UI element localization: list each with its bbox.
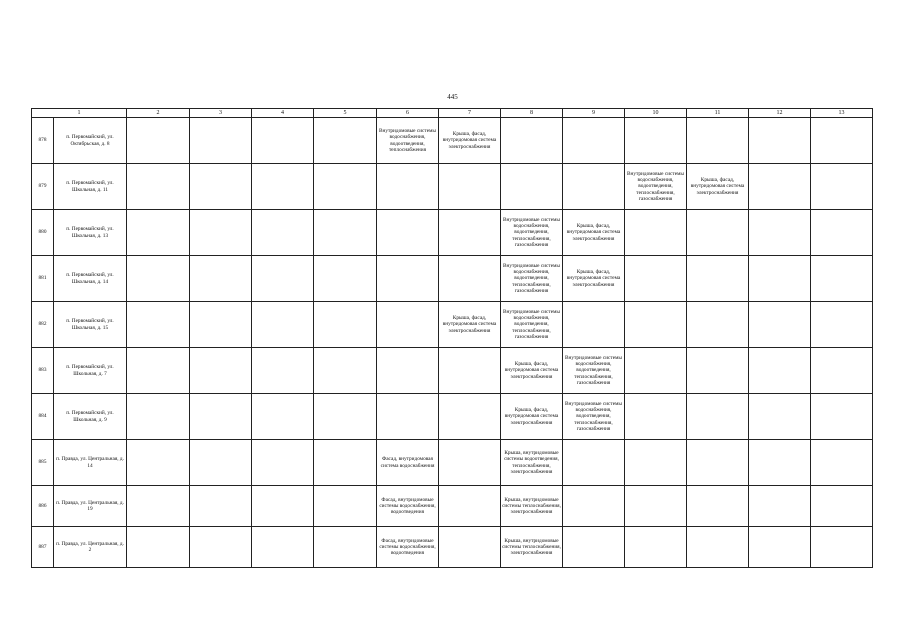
work-cell-col7: [439, 440, 501, 486]
work-cell-col8: [501, 118, 563, 164]
row-number-cell-text: 880: [38, 229, 47, 236]
table-row: [32, 527, 873, 568]
address-cell-text: п. Правда, ул. Центральная, д. 19: [56, 499, 124, 512]
work-cell-col10: [625, 486, 687, 527]
work-cell-col8-text: Внутридомовые системы водоснабжения, водоотведения, теплоснабжения, газоснабжения: [503, 262, 560, 294]
work-cell-col10-text: Внутридомовые системы водоснабжения, водоотведения, теплоснабжения, газоснабжения: [627, 170, 684, 202]
empty-cell-col4: [252, 302, 314, 348]
work-cell-col7: [439, 348, 501, 394]
address-cell-text: п. Первомайский, ул. Школьная, д. 14: [66, 272, 114, 285]
work-cell-col6-text: Фасад, внутридомовые системы водоснабжения, водоотведения: [379, 496, 436, 516]
row-number-cell-text: 885: [38, 459, 47, 466]
address-cell-text: п. Первомайский, ул. Школьная, д. 7: [66, 364, 114, 377]
work-cell-col9: [563, 164, 625, 210]
empty-cell-col5: [314, 440, 377, 486]
column-header: 13: [811, 109, 873, 118]
empty-cell-col4: [252, 348, 314, 394]
work-cell-col10: [625, 394, 687, 440]
empty-cell-col4: [252, 210, 314, 256]
column-header: 11: [687, 109, 749, 118]
column-header: 12: [749, 109, 811, 118]
work-cell-col10: [625, 440, 687, 486]
empty-cell-col4: [252, 486, 314, 527]
work-cell-col8: [501, 210, 563, 256]
empty-cell-col13: [811, 348, 873, 394]
work-cell-col7: [439, 164, 501, 210]
address-cell-text: п. Первомайский, ул. Школьная, д. 11: [66, 180, 114, 193]
empty-cell-col2: [127, 486, 190, 527]
address-cell: [54, 348, 127, 394]
work-cell-col11: [687, 164, 749, 210]
empty-cell-col12: [749, 527, 811, 568]
work-cell-col10: [625, 527, 687, 568]
row-number-cell-text: 879: [38, 183, 47, 190]
empty-cell-col3: [190, 256, 252, 302]
work-cell-col6: [377, 440, 439, 486]
work-cell-col9: [563, 348, 625, 394]
empty-cell-col4: [252, 118, 314, 164]
column-header: 5: [314, 109, 377, 118]
row-number-cell-text: 878: [38, 137, 47, 144]
empty-cell-col13: [811, 118, 873, 164]
empty-cell-col13: [811, 440, 873, 486]
work-cell-col7: [439, 302, 501, 348]
table-row: [32, 256, 873, 302]
work-cell-col11: [687, 348, 749, 394]
column-header: 8: [501, 109, 563, 118]
work-cell-col7: [439, 394, 501, 440]
work-cell-col8-text: Крыша, внутридомовые системы водоотведения, теплоснабжения, электроснабжения: [504, 450, 559, 475]
work-cell-col7-text: Крыша, фасад, внутридомовая система электроснабжения: [442, 315, 497, 334]
work-cell-col9-text: Внутридомовые системы водоснабжения, водоотведения, теплоснабжения, газоснабжения: [565, 354, 622, 386]
empty-cell-col3: [190, 164, 252, 210]
row-number-cell-text: 881: [38, 275, 47, 282]
column-header: 3: [190, 109, 252, 118]
work-cell-col11: [687, 527, 749, 568]
empty-cell-col12: [749, 118, 811, 164]
empty-cell-col4: [252, 394, 314, 440]
work-cell-col8-text: Внутридомовые системы водоснабжения, водоотведения, теплоснабжения, газоснабжения: [503, 308, 560, 340]
work-cell-col6: [377, 210, 439, 256]
address-cell: [54, 256, 127, 302]
empty-cell-col5: [314, 486, 377, 527]
work-cell-col6: [377, 302, 439, 348]
table-row: [32, 118, 873, 164]
table-row: [32, 486, 873, 527]
work-cell-col8: [501, 440, 563, 486]
work-cell-col6-text: Внутридомовые системы водоснабжения, водоотведения, теплоснабжения: [379, 128, 436, 153]
empty-cell-col13: [811, 256, 873, 302]
address-cell-text: п. Первомайский, ул. Школьная, д. 13: [66, 226, 114, 239]
column-header: 10: [625, 109, 687, 118]
empty-cell-col12: [749, 348, 811, 394]
work-cell-col8: [501, 164, 563, 210]
address-cell: [54, 440, 127, 486]
empty-cell-col4: [252, 527, 314, 568]
empty-cell-col4: [252, 256, 314, 302]
address-cell: [54, 527, 127, 568]
empty-cell-col3: [190, 348, 252, 394]
header-row: [32, 109, 873, 118]
row-number-cell: [32, 348, 54, 394]
work-cell-col8-text: Крыша, фасад, внутридомовая система электроснабжения: [504, 407, 559, 426]
work-cell-col6: [377, 256, 439, 302]
work-cell-col11: [687, 440, 749, 486]
work-cell-col7: [439, 210, 501, 256]
empty-cell-col5: [314, 256, 377, 302]
empty-cell-col5: [314, 527, 377, 568]
work-cell-col8-text: Внутридомовые системы водоснабжения, водоотведения, теплоснабжения, газоснабжения: [503, 216, 560, 248]
empty-cell-col12: [749, 394, 811, 440]
work-cell-col8: [501, 527, 563, 568]
empty-cell-col5: [314, 348, 377, 394]
address-cell-text: п. Первомайский, ул. Школьная, д. 15: [66, 318, 114, 331]
empty-cell-col13: [811, 486, 873, 527]
work-cell-col10: [625, 118, 687, 164]
empty-cell-col12: [749, 210, 811, 256]
table-row: [32, 348, 873, 394]
empty-cell-col2: [127, 302, 190, 348]
work-cell-col6: [377, 394, 439, 440]
empty-cell-col13: [811, 164, 873, 210]
row-number-cell-text: 887: [38, 543, 47, 550]
address-cell: [54, 302, 127, 348]
work-cell-col9-text: Внутридомовые системы водоснабжения, водоотведения, теплоснабжения, газоснабжения: [565, 400, 622, 432]
row-number-cell: [32, 210, 54, 256]
row-number-cell: [32, 394, 54, 440]
empty-cell-col12: [749, 440, 811, 486]
empty-cell-col3: [190, 118, 252, 164]
empty-cell-col13: [811, 527, 873, 568]
empty-cell-col12: [749, 256, 811, 302]
row-number-cell: [32, 440, 54, 486]
work-cell-col6: [377, 486, 439, 527]
work-cell-col11: [687, 118, 749, 164]
address-cell: [54, 486, 127, 527]
table-row: [32, 394, 873, 440]
empty-cell-col3: [190, 486, 252, 527]
empty-cell-col4: [252, 164, 314, 210]
row-number-cell: [32, 164, 54, 210]
empty-cell-col2: [127, 210, 190, 256]
address-cell-text: п. Первомайский, ул. Октябрьская, д. 8: [66, 134, 114, 147]
page-number: 445: [447, 93, 458, 101]
work-cell-col11: [687, 394, 749, 440]
empty-cell-col5: [314, 210, 377, 256]
empty-cell-col5: [314, 394, 377, 440]
empty-cell-col3: [190, 440, 252, 486]
work-cell-col11: [687, 210, 749, 256]
empty-cell-col3: [190, 210, 252, 256]
work-cell-col11-text: Крыша, фасад, внутридомовая система электроснабжения: [690, 177, 745, 196]
empty-cell-col13: [811, 210, 873, 256]
address-cell: [54, 210, 127, 256]
address-cell-text: п. Правда, ул. Центральная, д. 14: [56, 456, 124, 469]
row-number-cell-text: 883: [38, 367, 47, 374]
work-cell-col8: [501, 486, 563, 527]
empty-cell-col2: [127, 527, 190, 568]
work-cell-col10: [625, 348, 687, 394]
row-number-cell-text: 886: [38, 502, 47, 509]
work-cell-col9: [563, 394, 625, 440]
work-cell-col10: [625, 256, 687, 302]
empty-cell-col2: [127, 394, 190, 440]
empty-cell-col13: [811, 394, 873, 440]
work-cell-col9: [563, 302, 625, 348]
empty-cell-col4: [252, 440, 314, 486]
column-header: 2: [127, 109, 190, 118]
work-cell-col7-text: Крыша, фасад, внутридомовая система электроснабжения: [442, 131, 497, 150]
work-cell-col11: [687, 486, 749, 527]
empty-cell-col5: [314, 302, 377, 348]
empty-cell-col13: [811, 302, 873, 348]
table-row: [32, 440, 873, 486]
work-cell-col8: [501, 256, 563, 302]
address-cell-text: п. Первомайский, ул. Школьная, д. 9: [66, 410, 114, 423]
table-row: [32, 210, 873, 256]
empty-cell-col12: [749, 486, 811, 527]
work-cell-col9-text: Крыша, фасад, внутридомовая система электроснабжения: [566, 223, 621, 242]
address-cell: [54, 118, 127, 164]
empty-cell-col12: [749, 164, 811, 210]
work-cell-col7: [439, 118, 501, 164]
work-cell-col6: [377, 118, 439, 164]
empty-cell-col3: [190, 302, 252, 348]
work-cell-col10: [625, 210, 687, 256]
work-cell-col7: [439, 256, 501, 302]
row-number-cell-text: 884: [38, 413, 47, 420]
table-row: [32, 164, 873, 210]
empty-cell-col2: [127, 440, 190, 486]
row-number-cell: [32, 527, 54, 568]
work-cell-col6: [377, 164, 439, 210]
work-cell-col8-text: Крыша, фасад, внутридомовая система электроснабжения: [504, 361, 559, 380]
work-cell-col9: [563, 440, 625, 486]
row-number-cell: [32, 302, 54, 348]
column-header: 7: [439, 109, 501, 118]
empty-cell-col2: [127, 164, 190, 210]
work-cell-col6: [377, 348, 439, 394]
work-cell-col10: [625, 164, 687, 210]
address-cell: [54, 394, 127, 440]
row-number-cell: [32, 118, 54, 164]
work-cell-col6: [377, 527, 439, 568]
work-cell-col9: [563, 118, 625, 164]
column-header: 6: [377, 109, 439, 118]
work-cell-col9: [563, 210, 625, 256]
work-cell-col10: [625, 302, 687, 348]
table-row: [32, 302, 873, 348]
empty-cell-col2: [127, 348, 190, 394]
empty-cell-col2: [127, 256, 190, 302]
work-cell-col8-text: Крыша, внутридомовые системы теплоснабжения, электроснабжения: [502, 496, 561, 516]
column-header: 9: [563, 109, 625, 118]
empty-cell-col3: [190, 527, 252, 568]
row-number-cell-text: 882: [38, 321, 47, 328]
address-cell: [54, 164, 127, 210]
column-header: 4: [252, 109, 314, 118]
address-cell-text: п. Правда, ул. Центральная, д. 2: [56, 540, 124, 553]
empty-cell-col2: [127, 118, 190, 164]
empty-cell-col5: [314, 164, 377, 210]
work-cell-col9: [563, 256, 625, 302]
column-header: 1: [32, 109, 127, 118]
work-cell-col7: [439, 527, 501, 568]
row-number-cell: [32, 256, 54, 302]
work-cell-col8: [501, 302, 563, 348]
empty-cell-col12: [749, 302, 811, 348]
work-cell-col7: [439, 486, 501, 527]
repair-schedule-table: [31, 108, 873, 568]
work-cell-col8: [501, 348, 563, 394]
work-cell-col8-text: Крыша, внутридомовые системы теплоснабжения, электроснабжения: [502, 537, 561, 557]
empty-cell-col5: [314, 118, 377, 164]
work-cell-col9: [563, 527, 625, 568]
work-cell-col11: [687, 256, 749, 302]
work-cell-col8: [501, 394, 563, 440]
work-cell-col9-text: Крыша, фасад, внутридомовая система электроснабжения: [566, 269, 621, 288]
row-number-cell: [32, 486, 54, 527]
work-cell-col6-text: Фасад, внутридомовые системы водоснабжения, водоотведения: [379, 537, 436, 557]
empty-cell-col3: [190, 394, 252, 440]
work-cell-col11: [687, 302, 749, 348]
work-cell-col9: [563, 486, 625, 527]
work-cell-col6-text: Фасад, внутридомовая система водоснабжения: [380, 456, 435, 469]
